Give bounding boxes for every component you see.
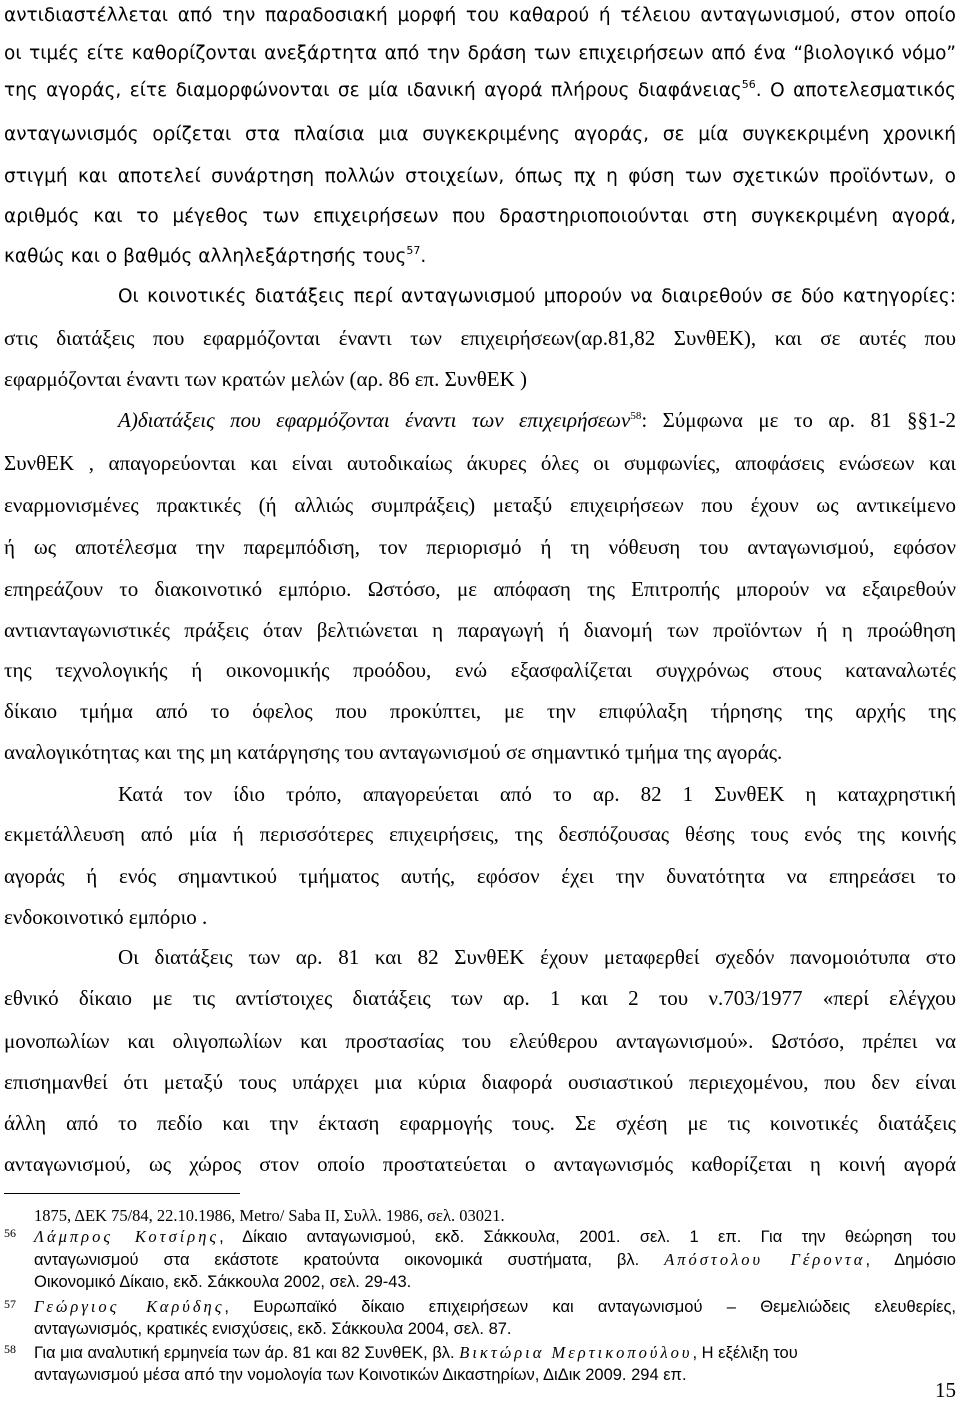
body-line: αντιδιαστέλλεται από την παραδοσιακή μορφή του καθαρού ή τέλειου ανταγωνισμού, στον οποίο — [4, 5, 956, 26]
footnote-57-line: ανταγωνισμός, κρατικές ενισχύσεις, εκδ. Σάκκουλα 2004, σελ. 87. — [34, 1320, 512, 1338]
footnote-56-line: Λάμπρος Κοτσίρης, Δίκαιο ανταγωνισμού, εκδ. Σάκκουλα, 2001. σελ. 1 επ. Για την θεώρηση του — [34, 1227, 956, 1246]
body-line: ή ως αποτέλεσμα την παρεμπόδιση, τον περιορισμό ή τη νόθευση του ανταγωνισμού, εφόσον — [4, 535, 956, 559]
body-line: εθνικό δίκαιο με τις αντίστοιχες διατάξεις των αρ. 1 και 2 του ν.703/1977 «περί ελέγχου — [4, 986, 956, 1010]
body-line: ΣυνθΕΚ , απαγορεύονται και είναι αυτοδικαίως άκυρες όλες οι συμφωνίες, αποφάσεις ενώσεων και — [4, 451, 956, 475]
paragraph-start: Οι κοινοτικές διατάξεις περί ανταγωνισμού μπορούν να διαιρεθούν σε δύο κατηγορίες: — [118, 286, 956, 307]
body-line: επισημανθεί ότι μεταξύ τους υπάρχει μια κύρια διαφορά ουσιαστικού περιεχομένου, που δεν είναι — [4, 1070, 956, 1094]
body-line: δίκαιο τμήμα από το όφελος που προκύπτει, με την επιφύλαξη τήρησης της αρχής της — [4, 699, 956, 723]
footnote-continuation: 1875, ΔΕΚ 75/84, 22.10.1986, Metro/ Saba II, Συλλ. 1986, σελ. 03021. — [34, 1206, 505, 1225]
footnote-ref-57[interactable]: 57 — [406, 244, 421, 257]
body-line: της τεχνολογικής ή οικονομικής προόδου, ενώ εξασφαλίζεται συγχρόνως στους καταναλωτές — [4, 658, 956, 682]
footnote-ref-58[interactable]: 58 — [630, 410, 642, 422]
footnote-number-58: 58 — [4, 1342, 16, 1356]
footnote-58-line: Για μια αναλυτική ερμηνεία των άρ. 81 και 82 ΣυνθΕΚ, βλ. Βικτώρια Μερτικοπούλου, Η εξέλιξη του — [34, 1343, 798, 1362]
body-line: αριθμός και το μέγεθος των επιχειρήσεων που δραστηριοποιούνται στη συγκεκριμένη αγορά, — [4, 206, 956, 227]
footnote-57-line: Γεώργιος Καρύδης, Ευρωπαϊκό δίκαιο επιχειρήσεων και ανταγωνισμού – Θεμελιώδεις ελευθερίες, — [34, 1297, 956, 1316]
body-line: ανταγωνισμού, ως χώρος στον οποίο προστατεύεται ο ανταγωνισμός καθορίζεται η κοινή αγορά — [4, 1152, 956, 1176]
page-number: 15 — [935, 1378, 956, 1402]
paragraph-start: Οι διατάξεις των αρ. 81 και 82 ΣυνθΕΚ έχουν μεταφερθεί σχεδόν πανομοιότυπα στο — [118, 945, 956, 969]
body-line: ανταγωνισμός ορίζεται στα πλαίσια μια συγκεκριμένης αγοράς, σε μία συγκεκριμένη χρονική — [4, 124, 956, 145]
footnote-ref-56[interactable]: 56 — [741, 78, 756, 91]
paragraph-start: Κατά τον ίδιο τρόπο, απαγορεύεται από το αρ. 82 1 ΣυνθΕΚ η καταχρηστική — [118, 782, 956, 806]
footnote-56-line: ανταγωνισμού στα εκάστοτε κρατούντα οικονομικά συστήματα, βλ. Απόστολου Γέροντα, Δημόσιο — [34, 1250, 956, 1269]
footnote-number-57: 57 — [4, 1297, 16, 1311]
section-heading-line: Α)διατάξεις που εφαρμόζονται έναντι των επιχειρήσεων$^{58}$: Σύμφωνα με το αρ. 81 §§1-2 — [118, 408, 956, 432]
body-line: επηρεάζουν το διακοινοτικό εμπόριο. Ωστόσο, με απόφαση της Επιτροπής μπορούν να εξαιρεθούν — [4, 577, 956, 601]
footnote-number-56: 56 — [4, 1226, 16, 1240]
body-line: καθώς και ο βαθμός αλληλεξάρτησής τους$^{57}$. — [4, 244, 427, 267]
body-line: στις διατάξεις που εφαρμόζονται έναντι των επιχειρήσεων(αρ.81,82 ΣυνθΕΚ), και σε αυτές που — [4, 326, 956, 350]
body-line: εφαρμόζονται έναντι των κρατών μελών (αρ. 86 επ. ΣυνθΕΚ ) — [4, 367, 528, 391]
body-line: ενδοκοινοτικό εμπόριο . — [4, 905, 208, 929]
footnote-56-line: Οικονομικό Δίκαιο, εκδ. Σάκκουλα 2002, σελ. 29-43. — [34, 1273, 412, 1291]
body-line: εναρμονισμένες πρακτικές (ή αλλιώς συμπράξεις) μεταξύ επιχειρήσεων που έχουν ως αντικείμενο — [4, 493, 956, 517]
body-line: οι τιμές είτε καθορίζονται ανεξάρτητα από την δράση των επιχειρήσεων από ένα “βιολογικό νόμο” — [4, 43, 956, 64]
body-line: αντιανταγωνιστικές πράξεις όταν βελτιώνεται η παραγωγή ή διανομή των προϊόντων ή η προώθηση — [4, 618, 956, 642]
body-line: μονοπωλίων και ολιγοπωλίων και προστασίας του ελεύθερου ανταγωνισμού». Ωστόσο, πρέπει να — [4, 1029, 956, 1053]
body-line: της αγοράς, είτε διαμορφώνονται σε μία ιδανική αγορά πλήρους διαφάνειας$^{56}$. Ο αποτελεσματικός — [4, 78, 956, 101]
body-line: άλλη από το πεδίο και την έκταση εφαρμογής τους. Σε σχέση με τις κοινοτικές διατάξεις — [4, 1111, 956, 1135]
body-line: στιγμή και αποτελεί συνάρτηση πολλών στοιχείων, όπως πχ η φύση των σχετικών προϊόντων, ο — [4, 166, 956, 187]
body-line: εκμετάλλευση από μία ή περισσότερες επιχειρήσεις, της δεσπόζουσας θέσης τους ενός της κοινής — [4, 822, 956, 846]
footnote-separator — [4, 1193, 240, 1194]
body-line: αναλογικότητας και της μη κατάργησης του ανταγωνισμού σε σημαντικό τμήμα της αγοράς. — [4, 740, 783, 764]
footnote-58-line: ανταγωνισμού μέσα από την νομολογία των Κοινοτικών Δικαστηρίων, ΔιΔικ 2009. 294 επ. — [34, 1366, 687, 1384]
body-line: αγοράς ή ενός σημαντικού τμήματος αυτής, εφόσον έχει την δυνατότητα να επηρεάσει το — [4, 864, 956, 888]
